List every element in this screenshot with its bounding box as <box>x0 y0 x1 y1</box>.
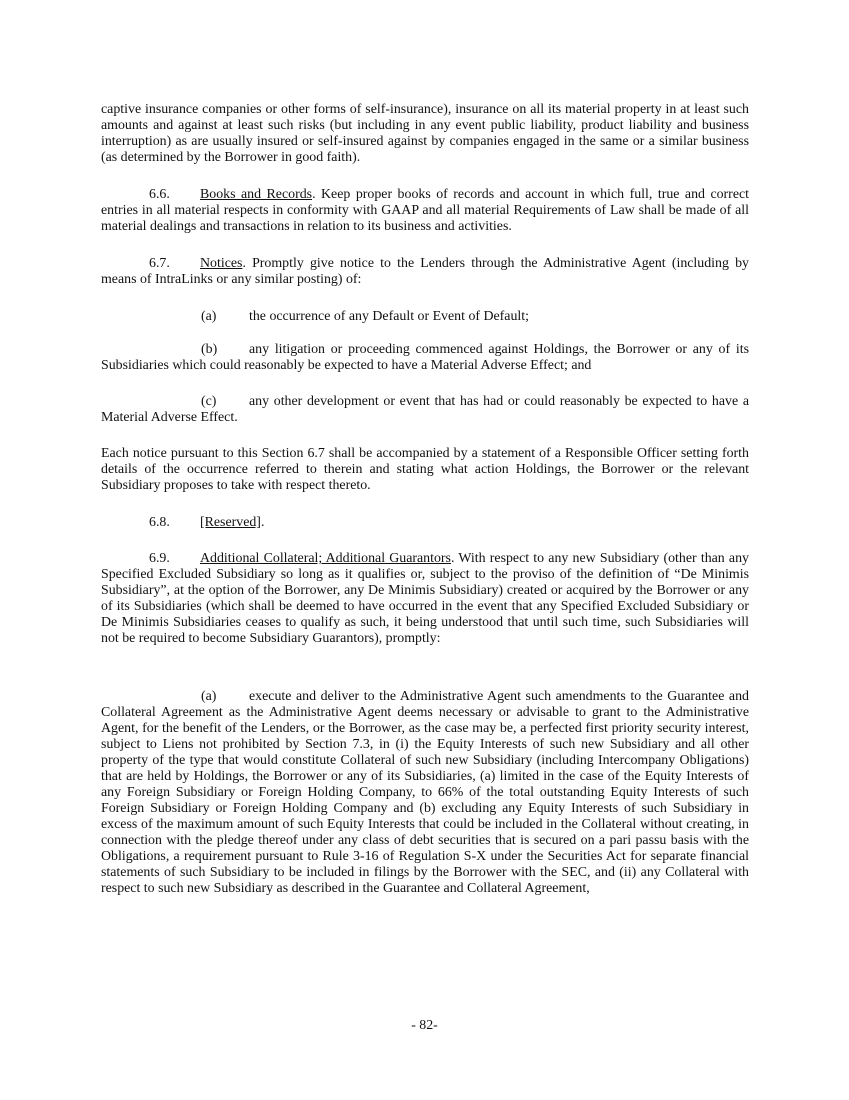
item-text: any other development or event that has had or could reasonably be expected to have a Material Adverse Effect. <box>101 394 749 425</box>
section-number: 6.6. <box>149 187 170 202</box>
section-6-9-item-a <box>101 689 749 897</box>
section-body: . Keep proper books of records and account in which full, true and correct entries in all material respects in conformity with GAAP and all material Requirements of Law shall be made of all material dealings and transactions in relation to its business and activities. <box>101 187 750 234</box>
section-title: Books and Records <box>200 187 313 202</box>
section-body: . With respect to any new Subsidiary (other than any Specified Excluded Subsidiary so long as it qualifies or, subject to the proviso of the definition of “De Minimis Subsidiary”, at the option of the Borrower, any De Minimis Subsidiary) created or acquired by the Borrower or any of its Subsidiaries (which shall be deemed to have occurred in the event that any Specified Excluded Subsidiary or De Minimis Subsidiaries ceases to qualify as such, it being understood that until such time, such Subsidiaries will not be required to become Subsidiary Guarantors), promptly: <box>101 551 749 646</box>
item-label: (a) <box>201 309 217 324</box>
section-title: Notices <box>200 256 243 271</box>
item-label: (b) <box>201 342 218 357</box>
intro-paragraph: captive insurance companies or other forms of self-insurance), insurance on all its material property in at least such amounts and against at least such risks (but including in any event public liability, product liability and business interruption) as are usually insured or self-insured against by companies engaged in the same or a similar business (as determined by the Borrower in good faith). <box>101 102 749 165</box>
section-6-7-item-a <box>101 309 749 325</box>
item-text: the occurrence of any Default or Event of Default; <box>249 309 529 324</box>
section-6-8 <box>101 515 749 531</box>
section-number: 6.7. <box>149 256 170 271</box>
item-label: (a) <box>201 689 217 704</box>
section-6-9 <box>101 551 749 647</box>
item-text: execute and deliver to the Administrative Agent such amendments to the Guarantee and Collateral Agreement as the Administrative Agent deems necessary or advisable to grant to the Administrative Agent, for the benefit of the Lenders, or the Borrower, as the case may be, a perfected first priority security interest, subject to Liens not prohibited by Section 7.3, in (i) the Equity Interests of such new Subsidiary and all other property of the type that would constitute Collateral of such new Subsidiary (including Intercompany Obligations) that are held by Holdings, the Borrower or any of its Subsidiaries, (a) limited in the case of the Equity Interests of any Foreign Subsidiary or Foreign Holding Company, to 66% of the total outstanding Equity Interests of such Foreign Subsidiary or Foreign Holding Company and (b) excluding any Equity Interests of such Subsidiary in excess of the maximum amount of such Equity Interests that could be included in the Collateral without creating, in connection with the pledge thereof under any class of debt securities that is secured on a pari passu basis with the Obligations, a requirement pursuant to Rule 3-16 of Regulation S-X under the Securities Act for separate financial statements of such Subsidiary to be included in filings by the Borrower with the SEC, and (ii) any Collateral with respect to such new Subsidiary as described in the Guarantee and Collateral Agreement, <box>101 689 749 896</box>
section-number: 6.9. <box>149 551 170 566</box>
section-6-7-item-c <box>101 394 749 426</box>
section-6-6 <box>101 187 749 235</box>
section-body: . Promptly give notice to the Lenders through the Administrative Agent (including by means of IntraLinks or any similar posting) of: <box>101 256 749 287</box>
section-6-7-closing: Each notice pursuant to this Section 6.7 shall be accompanied by a statement of a Responsible Officer setting forth details of the occurrence referred to therein and stating what action Holdings, the Borrower or the relevant Subsidiary proposes to take with respect thereto. <box>101 446 749 493</box>
item-label: (c) <box>201 394 217 409</box>
section-title: Additional Collateral; Additional Guarantors <box>200 551 451 566</box>
section-6-7-item-b <box>101 342 749 374</box>
page-number: - 82- <box>411 1018 438 1033</box>
section-number: 6.8. <box>149 515 170 530</box>
section-body: . <box>260 515 265 530</box>
section-title: [Reserved] <box>200 515 261 530</box>
item-text: any litigation or proceeding commenced against Holdings, the Borrower or any of its Subsidiaries which could reasonably be expected to have a Material Adverse Effect; and <box>101 342 749 373</box>
section-6-7 <box>101 256 749 288</box>
